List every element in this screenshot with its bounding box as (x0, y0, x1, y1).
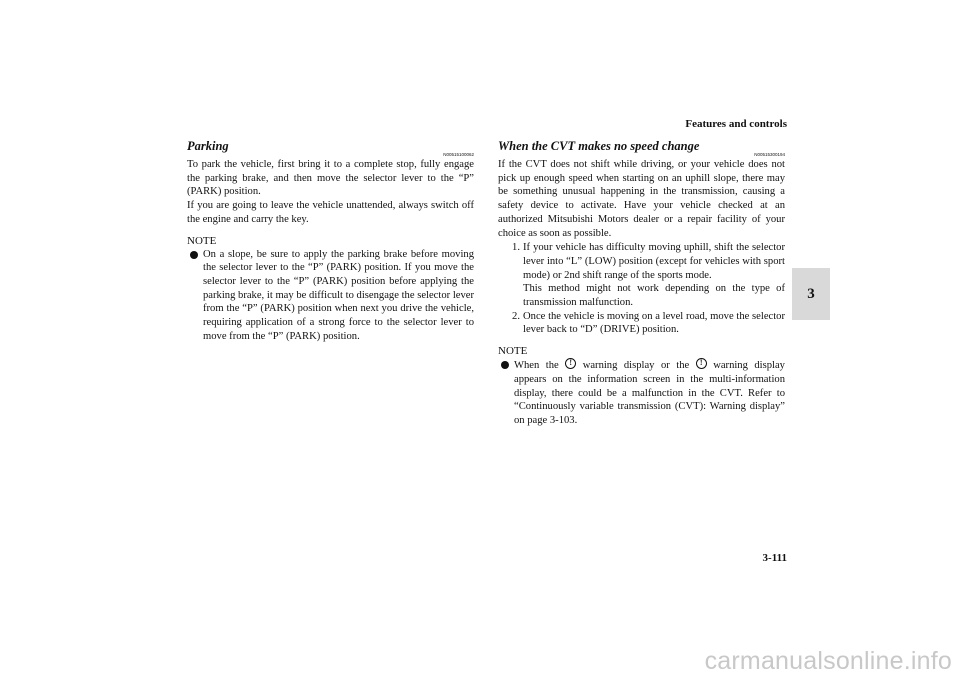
list-item (498, 241, 785, 310)
cvt-note-text-3: warning display appears on the information screen in the multi-information display, there could be a malfunction in the CVT. Refer to “Continuously variable transmission (CVT): Warning display” on page 3-103. (514, 360, 785, 426)
list-item-text: If your vehicle has difficulty moving uphill, shift the selector lever into “L” (LOW) position (except for vehicles with sport mode) or 2nd shift range of the sports mode. (523, 242, 785, 281)
cvt-section-code: N00515300194 (754, 152, 785, 157)
right-column (498, 138, 785, 428)
bullet-icon (190, 251, 198, 259)
cvt-heading: When the CVT makes no speed change (498, 139, 700, 153)
cvt-note-item (498, 358, 785, 428)
list-item (498, 310, 785, 337)
list-item-number: 2. (512, 310, 520, 322)
left-column (187, 138, 474, 343)
cvt-warning-icon (565, 358, 576, 369)
cvt-note-text-1: When the (514, 360, 559, 372)
parking-paragraph-1: To park the vehicle, first bring it to a complete stop, fully engage the parking brake, and then move the selector lever to the “P” (PARK) position. (187, 159, 474, 198)
parking-note-text: On a slope, be sure to apply the parking brake before moving the selector lever to the “P” (PARK) position. If you move the selector lever to the “P” (PARK) position before applying the parking brake, it may be difficult to disengage the selector lever from the “P” (PARK) position when next you drive the vehicle, requiring application of a strong force to the selector lever to move from the “P” (PARK) position. (203, 248, 474, 342)
parking-section-code: N00515100062 (443, 152, 474, 157)
cvt-note-label: NOTE (498, 345, 528, 358)
parking-heading: Parking (187, 139, 229, 153)
chapter-tab: 3 (792, 268, 830, 320)
parking-note-item (187, 248, 474, 344)
list-item-number: 1. (512, 242, 520, 254)
list-item-text: Once the vehicle is moving on a level road, move the selector lever back to “D” (DRIVE) position. (523, 310, 785, 336)
parking-note-label: NOTE (187, 234, 217, 247)
cvt-intro-paragraph: If the CVT does not shift while driving, or your vehicle does not pick up enough speed when starting on an uphill slope, there may be something unusual happening in the transmission, causing a safety device to activate. Have your vehicle checked at an authorized Mitsubishi Motors dealer or a repair facility of your choice as soon as possible. (498, 159, 785, 239)
watermark: carmanualsonline.info (704, 647, 952, 675)
bullet-icon (501, 361, 509, 369)
cvt-warning-icon (696, 358, 707, 369)
cvt-note-text-2: warning display or the (582, 360, 690, 372)
page-number: 3-111 (762, 552, 787, 564)
cvt-steps-list (498, 241, 785, 337)
parking-paragraph-2: If you are going to leave the vehicle unattended, always switch off the engine and carry the key. (187, 200, 474, 225)
section-header: Features and controls (685, 118, 787, 130)
list-item-extra: This method might not work depending on the type of transmission malfunction. (523, 283, 785, 309)
